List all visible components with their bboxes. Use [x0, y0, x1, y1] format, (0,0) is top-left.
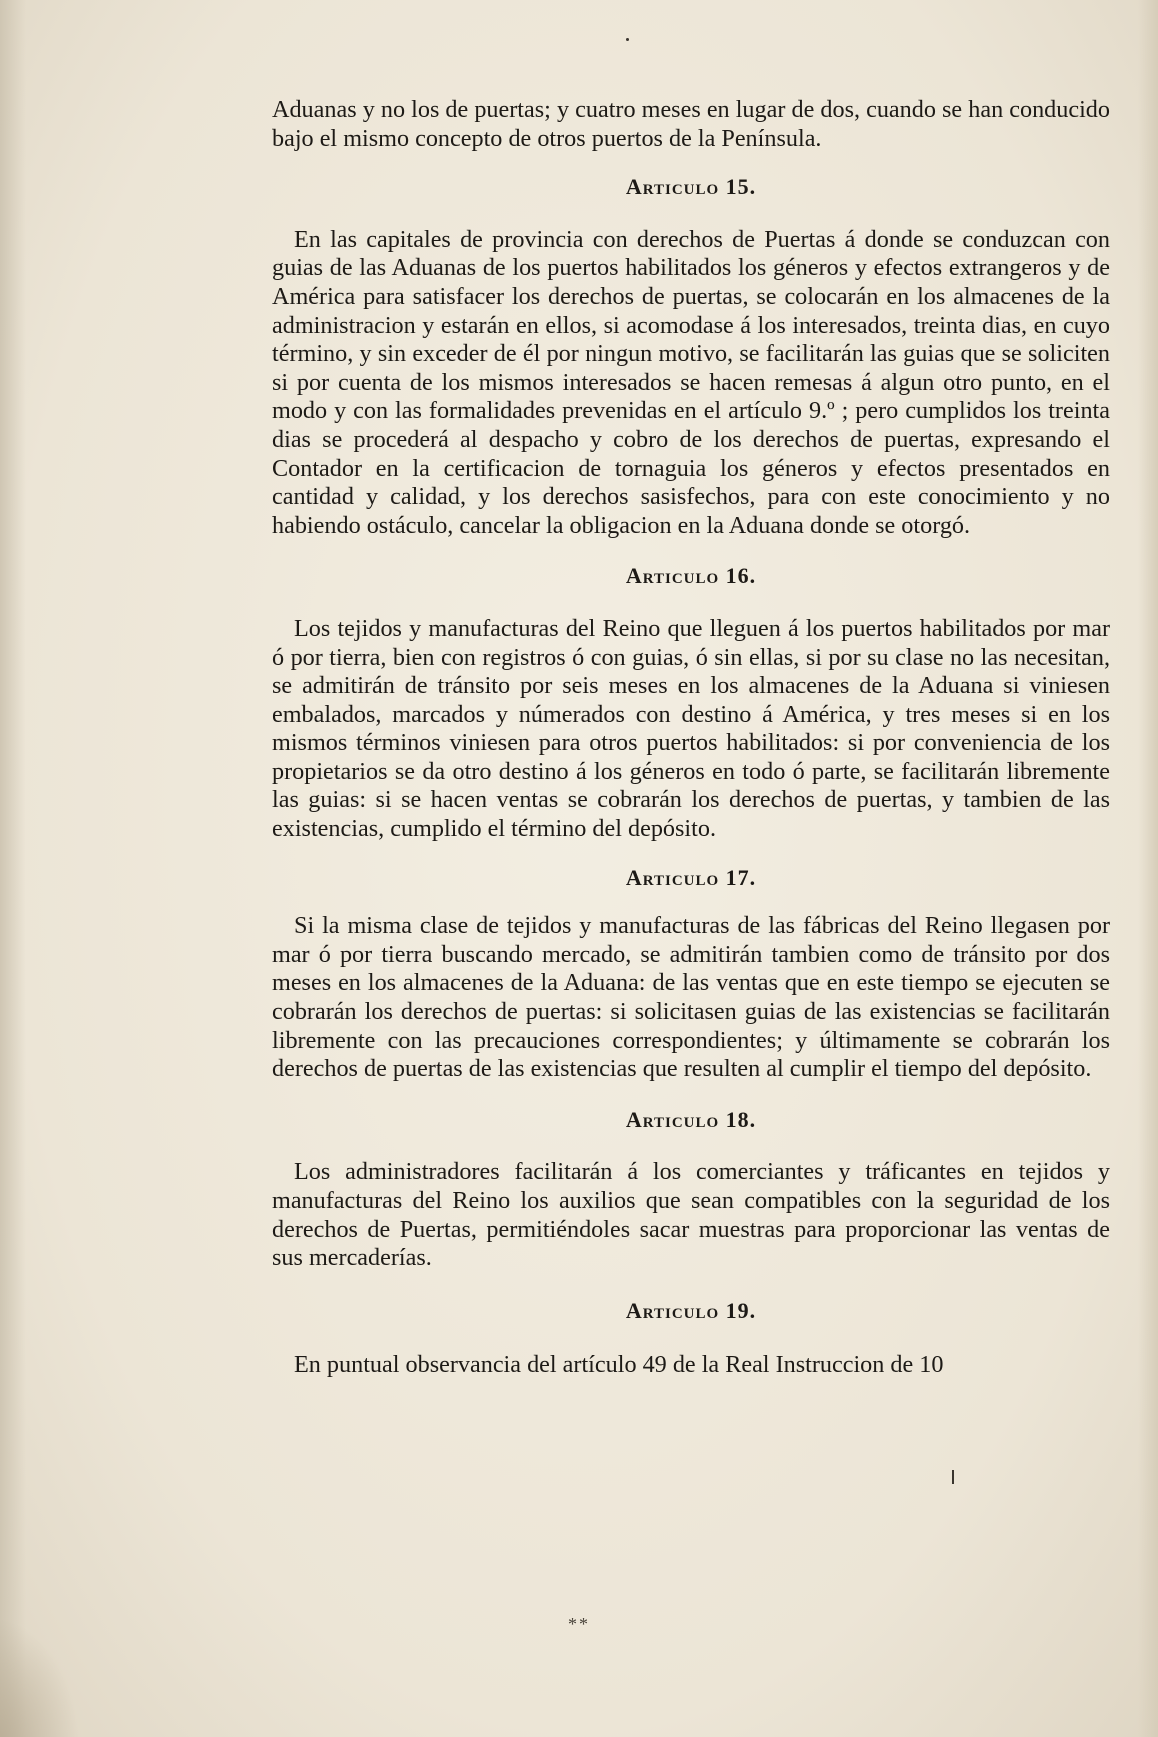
article-15-text: En las capitales de provincia con derechos de Puertas á donde se conduzcan con guias de las Aduanas de los puertos habilitados los géneros y efectos extrangeros y de América para satisfacer los derechos de puertas, se colocarán en los almacenes de la administracion y estarán en ellos, si acomodase á los interesados, treinta dias, en cuyo término, y sin exceder de él por ningun motivo, se facilitarán las guias que se soliciten si por cuenta de los mismos interesados se hacen remesas á algun otro punto, en el modo y con las formalidades prevenidas en el artículo 9.º ; pero cumplidos los treinta dias se procederá al despacho y cobro de los derechos de puertas, expresando el Contador en la certificacion de tornaguia los géneros y efectos presentados en cantidad y calidad, y los derechos sasisfechos, para con este conocimiento y no habiendo ostáculo, cancelar la obligacion en la Aduana donde se otorgó.	[272, 225, 1110, 539]
article-19-heading: Articulo 19.	[625, 1297, 757, 1323]
page-edge-shadow-left	[0, 0, 26, 1737]
article-16-heading: Articulo 16.	[625, 563, 757, 589]
ink-dot	[626, 38, 629, 41]
corner-stain	[0, 1617, 80, 1737]
article-18-text: Los administradores facilitarán á los comerciantes y tráficantes en tejidos y manufacturas del Reino los auxilios que sean compatibles con la seguridad de los derechos de Puertas, permitiéndoles sacar muestras para proporcionar las ventas de sus mercaderías.	[272, 1158, 1110, 1272]
text-column	[272, 96, 1110, 1380]
article-17-text: Si la misma clase de tejidos y manufacturas de las fábricas del Reino llegasen por mar ó por tierra buscando mercado, se admitirán tambien como de tránsito por dos meses en los almacenes de la Aduana: de las ventas que en este tiempo se ejecuten se cobrarán los derechos de puertas: si solicitasen guias de las existencias se facilitarán libremente con las precauciones correspondientes; y últimamente se cobrarán los derechos de puertas de las existencias que resulten al cumplir el tiempo del depósito.	[272, 912, 1110, 1083]
article-15-heading: Articulo 15.	[625, 174, 757, 200]
opening-paragraph: Aduanas y no los de puertas; y cuatro meses en lugar de dos, cuando se han conducido bajo el mismo concepto de otros puertos de la Península.	[272, 96, 1110, 152]
article-18-heading: Articulo 18.	[625, 1106, 757, 1132]
article-17-heading: Articulo 17.	[625, 864, 757, 890]
article-19-text: En puntual observancia del artículo 49 de la Real Instruccion de 10	[294, 1351, 944, 1379]
page-edge-shadow-right	[1138, 0, 1158, 1737]
signature-mark: **	[568, 1614, 590, 1634]
article-16-text: Los tejidos y manufacturas del Reino que lleguen á los puertos habilitados por mar ó por tierra, bien con registros ó con guias, ó sin ellas, si por su clase no las necesitan, se admitirán de tránsito por seis meses en los almacenes de la Aduana si viniesen embalados, marcados y númerados con destino á América, y tres meses si en los mismos términos viniesen para otros puertos habilitados: si por conveniencia de los propietarios se da otro destino á los géneros en todo ó parte, se facilitarán libremente las guias: si se hacen ventas se cobrarán los derechos de puertas, y tambien de las existencias, cumplido el término del depósito.	[272, 614, 1110, 843]
ink-tick	[952, 1470, 954, 1484]
